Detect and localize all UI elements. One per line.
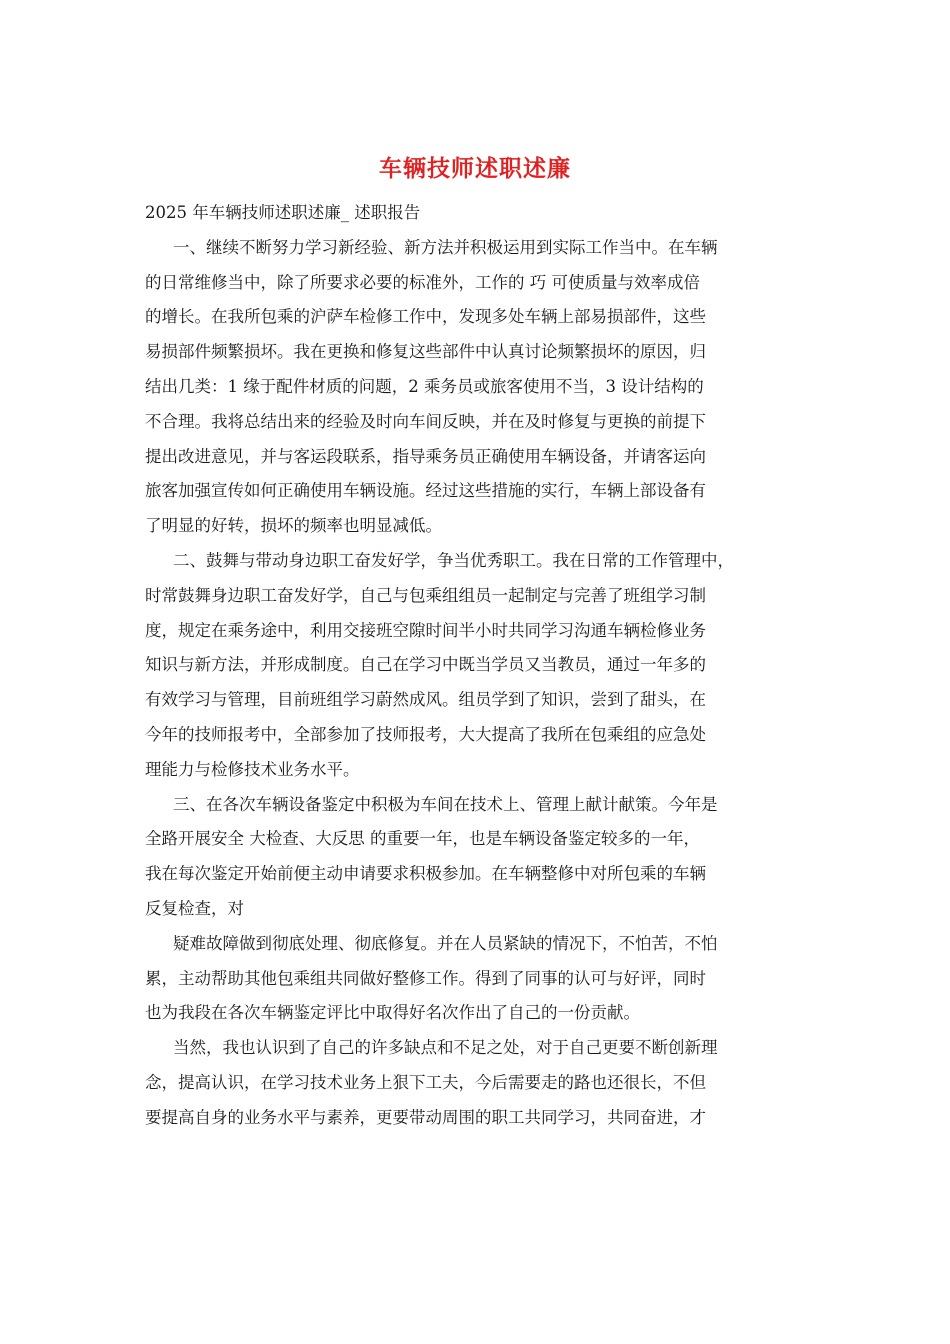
text-line: 了明显的好转，损坏的频率也明显减低。 [145, 516, 442, 536]
text-line: 易损部件频繁损坏。我在更换和修复这些部件中认真讨论频繁损坏的原因，归 [145, 342, 706, 362]
text-line: 的增长。在我所包乘的沪萨车检修工作中，发现多处车辆上部易损部件，这些 [145, 307, 706, 327]
text-line: 疑难故障做到彻底处理、彻底修复。并在人员紧缺的情况下，不怕苦，不怕 [173, 933, 718, 953]
document-body [145, 196, 815, 1136]
text-line: 不合理。我将总结出来的经验及时向车间反映，并在及时修复与更换的前提下 [145, 411, 706, 431]
text-line: 旅客加强宣传如何正确使用车辆设施。经过这些措施的实行，车辆上部设备有 [145, 481, 706, 501]
text-line: 三、在各次车辆设备鉴定中积极为车间在技术上、管理上献计献策。今年是 [173, 794, 718, 814]
text-line: 有效学习与管理，目前班组学习蔚然成风。组员学到了知识，尝到了甜头，在 [145, 690, 706, 710]
text-line: 结出几类：1 缘于配件材质的问题，2 乘务员或旅客使用不当，3 设计结构的 [145, 376, 704, 396]
text-line: 时常鼓舞身边职工奋发好学，自己与包乘组组员一起制定与完善了班组学习制 [145, 585, 706, 605]
text-line: 理能力与检修技术业务水平。 [145, 759, 360, 779]
text-line: 2025 年车辆技师述职述廉_ 述职报告 [145, 203, 421, 222]
document-title: 车辆技师述职述廉 [379, 155, 571, 182]
text-line: 当然，我也认识到了自己的许多缺点和不足之处，对于自己更要不断创新理 [173, 1038, 718, 1058]
text-line: 度，规定在乘务途中，利用交接班空隙时间半小时共同学习沟通车辆检修业务 [145, 620, 706, 640]
text-line: 二、鼓舞与带动身边职工奋发好学，争当优秀职工。我在日常的工作管理中， [173, 550, 734, 570]
text-line: 反复检查，对 [145, 898, 244, 918]
text-line: 知识与新方法，并形成制度。自己在学习中既当学员又当教员，通过一年多的 [145, 655, 706, 675]
text-line: 要提高自身的业务水平与素养，更要带动周围的职工共同学习，共同奋进，才 [145, 1107, 706, 1127]
text-line: 累，主动帮助其他包乘组共同做好整修工作。得到了同事的认可与好评，同时 [145, 968, 706, 988]
text-line: 一、继续不断努力学习新经验、新方法并积极运用到实际工作当中。在车辆 [173, 237, 718, 257]
text-line: 也为我段在各次车辆鉴定评比中取得好名次作出了自己的一份贡献。 [145, 1003, 640, 1023]
text-line: 的日常维修当中，除了所要求必要的标准外，工作的 巧 可使质量与效率成倍 [145, 272, 700, 292]
text-line: 今年的技师报考中，全部参加了技师报考，大大提高了我所在包乘组的应急处 [145, 724, 706, 744]
text-line: 念，提高认识，在学习技术业务上狠下工夫，今后需要走的路也还很长，不但 [145, 1072, 706, 1092]
text-line: 我在每次鉴定开始前便主动申请要求积极参加。在车辆整修中对所包乘的车辆 [145, 864, 706, 884]
text-line: 全路开展安全 大检查、大反思 的重要一年，也是车辆设备鉴定较多的一年， [145, 829, 700, 849]
text-line: 提出改进意见，并与客运段联系，指导乘务员正确使用车辆设备，并请客运向 [145, 446, 706, 466]
